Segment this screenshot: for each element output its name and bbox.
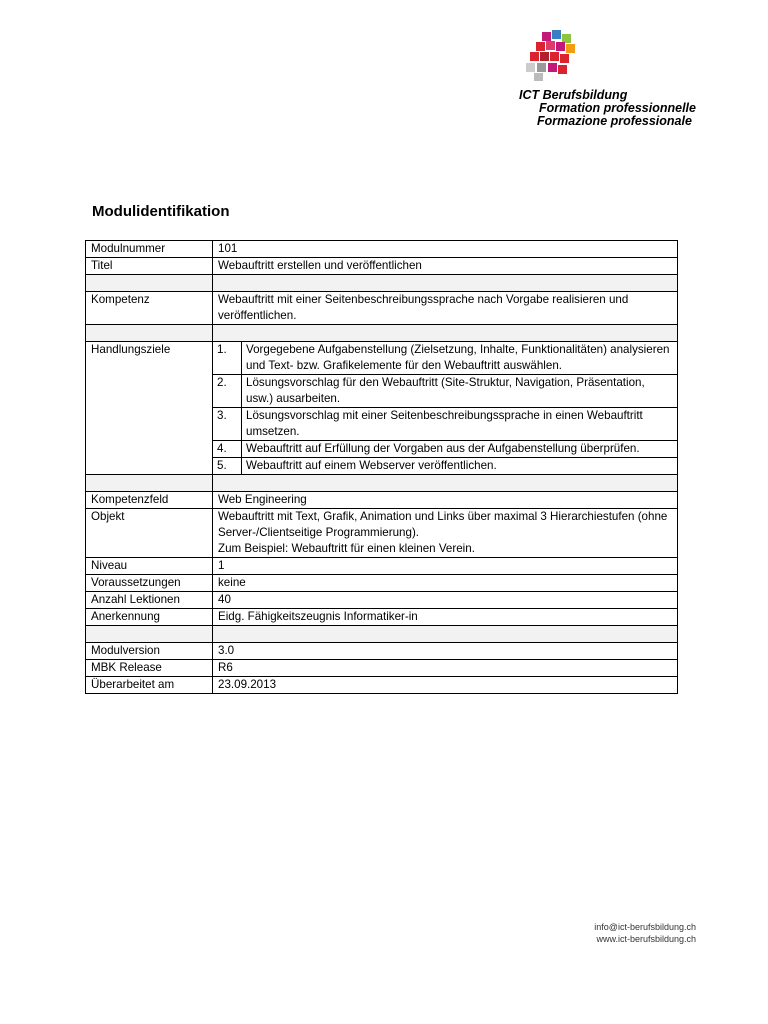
table-row xyxy=(86,509,678,558)
list-item xyxy=(213,408,677,441)
item-text: Webauftritt auf einem Webserver veröffentlichen. xyxy=(242,458,678,475)
row-value: keine xyxy=(213,575,678,592)
row-value: 40 xyxy=(213,592,678,609)
row-value: Webauftritt mit einer Seitenbeschreibungssprache nach Vorgabe realisieren und veröffentlichen. xyxy=(213,292,678,325)
item-text: Lösungsvorschlag für den Webauftritt (Site-Struktur, Navigation, Präsentation, usw.) ausarbeiten. xyxy=(242,375,678,408)
item-text: Vorgegebene Aufgabenstellung (Zielsetzung, Inhalte, Funktionalitäten) analysieren und Text- bzw. Grafikelemente für den Webauftritt auswählen. xyxy=(242,342,678,375)
ict-logo-mark-icon xyxy=(524,30,576,82)
row-value xyxy=(213,509,678,558)
table-row xyxy=(86,592,678,609)
row-label: Überarbeitet am xyxy=(86,677,213,694)
row-label: Anzahl Lektionen xyxy=(86,592,213,609)
row-label: Kompetenzfeld xyxy=(86,492,213,509)
row-value: Eidg. Fähigkeitszeugnis Informatiker-in xyxy=(213,609,678,626)
handlungsziele-list xyxy=(213,342,677,474)
logo-line-2: Formation professionnelle xyxy=(539,101,696,115)
row-label: Handlungsziele xyxy=(86,342,213,475)
table-row xyxy=(86,575,678,592)
ict-logo xyxy=(519,30,709,130)
list-item xyxy=(213,375,677,408)
row-label: Modulversion xyxy=(86,643,213,660)
item-number: 2. xyxy=(213,375,242,408)
item-text: Lösungsvorschlag mit einer Seitenbeschreibungssprache in einen Webauftritt umsetzen. xyxy=(242,408,678,441)
row-value: 101 xyxy=(213,241,678,258)
row-value: 3.0 xyxy=(213,643,678,660)
item-number: 5. xyxy=(213,458,242,475)
row-label: Modulnummer xyxy=(86,241,213,258)
module-table xyxy=(85,240,678,694)
table-row xyxy=(86,660,678,677)
spacer-row xyxy=(86,275,678,292)
table-row xyxy=(86,609,678,626)
footer-website-link[interactable]: www.ict-berufsbildung.ch xyxy=(596,934,696,944)
table-row xyxy=(86,492,678,509)
objekt-description: Webauftritt mit Text, Grafik, Animation und Links über maximal 3 Hierarchiestufen (ohne Server-/Clientseitige Programmierung). xyxy=(218,510,668,539)
row-label: MBK Release xyxy=(86,660,213,677)
logo-wordmark xyxy=(519,89,696,128)
page-title: Modulidentifikation xyxy=(92,203,230,220)
spacer-row xyxy=(86,475,678,492)
logo-line-1: ICT Berufsbildung xyxy=(519,88,628,102)
table-row xyxy=(86,643,678,660)
item-number: 1. xyxy=(213,342,242,375)
table-row xyxy=(86,558,678,575)
table-row xyxy=(86,258,678,275)
row-value: R6 xyxy=(213,660,678,677)
table-row xyxy=(86,677,678,694)
row-value: Web Engineering xyxy=(213,492,678,509)
row-value: Webauftritt erstellen und veröffentlichen xyxy=(213,258,678,275)
row-value: 1 xyxy=(213,558,678,575)
spacer-row xyxy=(86,325,678,342)
table-row xyxy=(86,292,678,325)
item-number: 4. xyxy=(213,441,242,458)
table-row xyxy=(86,241,678,258)
item-text: Webauftritt auf Erfüllung der Vorgaben aus der Aufgabenstellung überprüfen. xyxy=(242,441,678,458)
row-label: Objekt xyxy=(86,509,213,558)
row-value: 23.09.2013 xyxy=(213,677,678,694)
row-label: Titel xyxy=(86,258,213,275)
handlungsziele-cell xyxy=(213,342,678,475)
row-label: Kompetenz xyxy=(86,292,213,325)
footer-contact xyxy=(594,921,696,945)
list-item xyxy=(213,342,677,375)
logo-line-3: Formazione professionale xyxy=(537,114,692,128)
row-label: Anerkennung xyxy=(86,609,213,626)
item-number: 3. xyxy=(213,408,242,441)
objekt-example: Zum Beispiel: Webauftritt für einen kleinen Verein. xyxy=(218,542,475,555)
list-item xyxy=(213,441,677,458)
spacer-row xyxy=(86,626,678,643)
table-row xyxy=(86,342,678,475)
list-item xyxy=(213,458,677,475)
footer-email-link[interactable]: info@ict-berufsbildung.ch xyxy=(594,922,696,932)
row-label: Voraussetzungen xyxy=(86,575,213,592)
row-label: Niveau xyxy=(86,558,213,575)
